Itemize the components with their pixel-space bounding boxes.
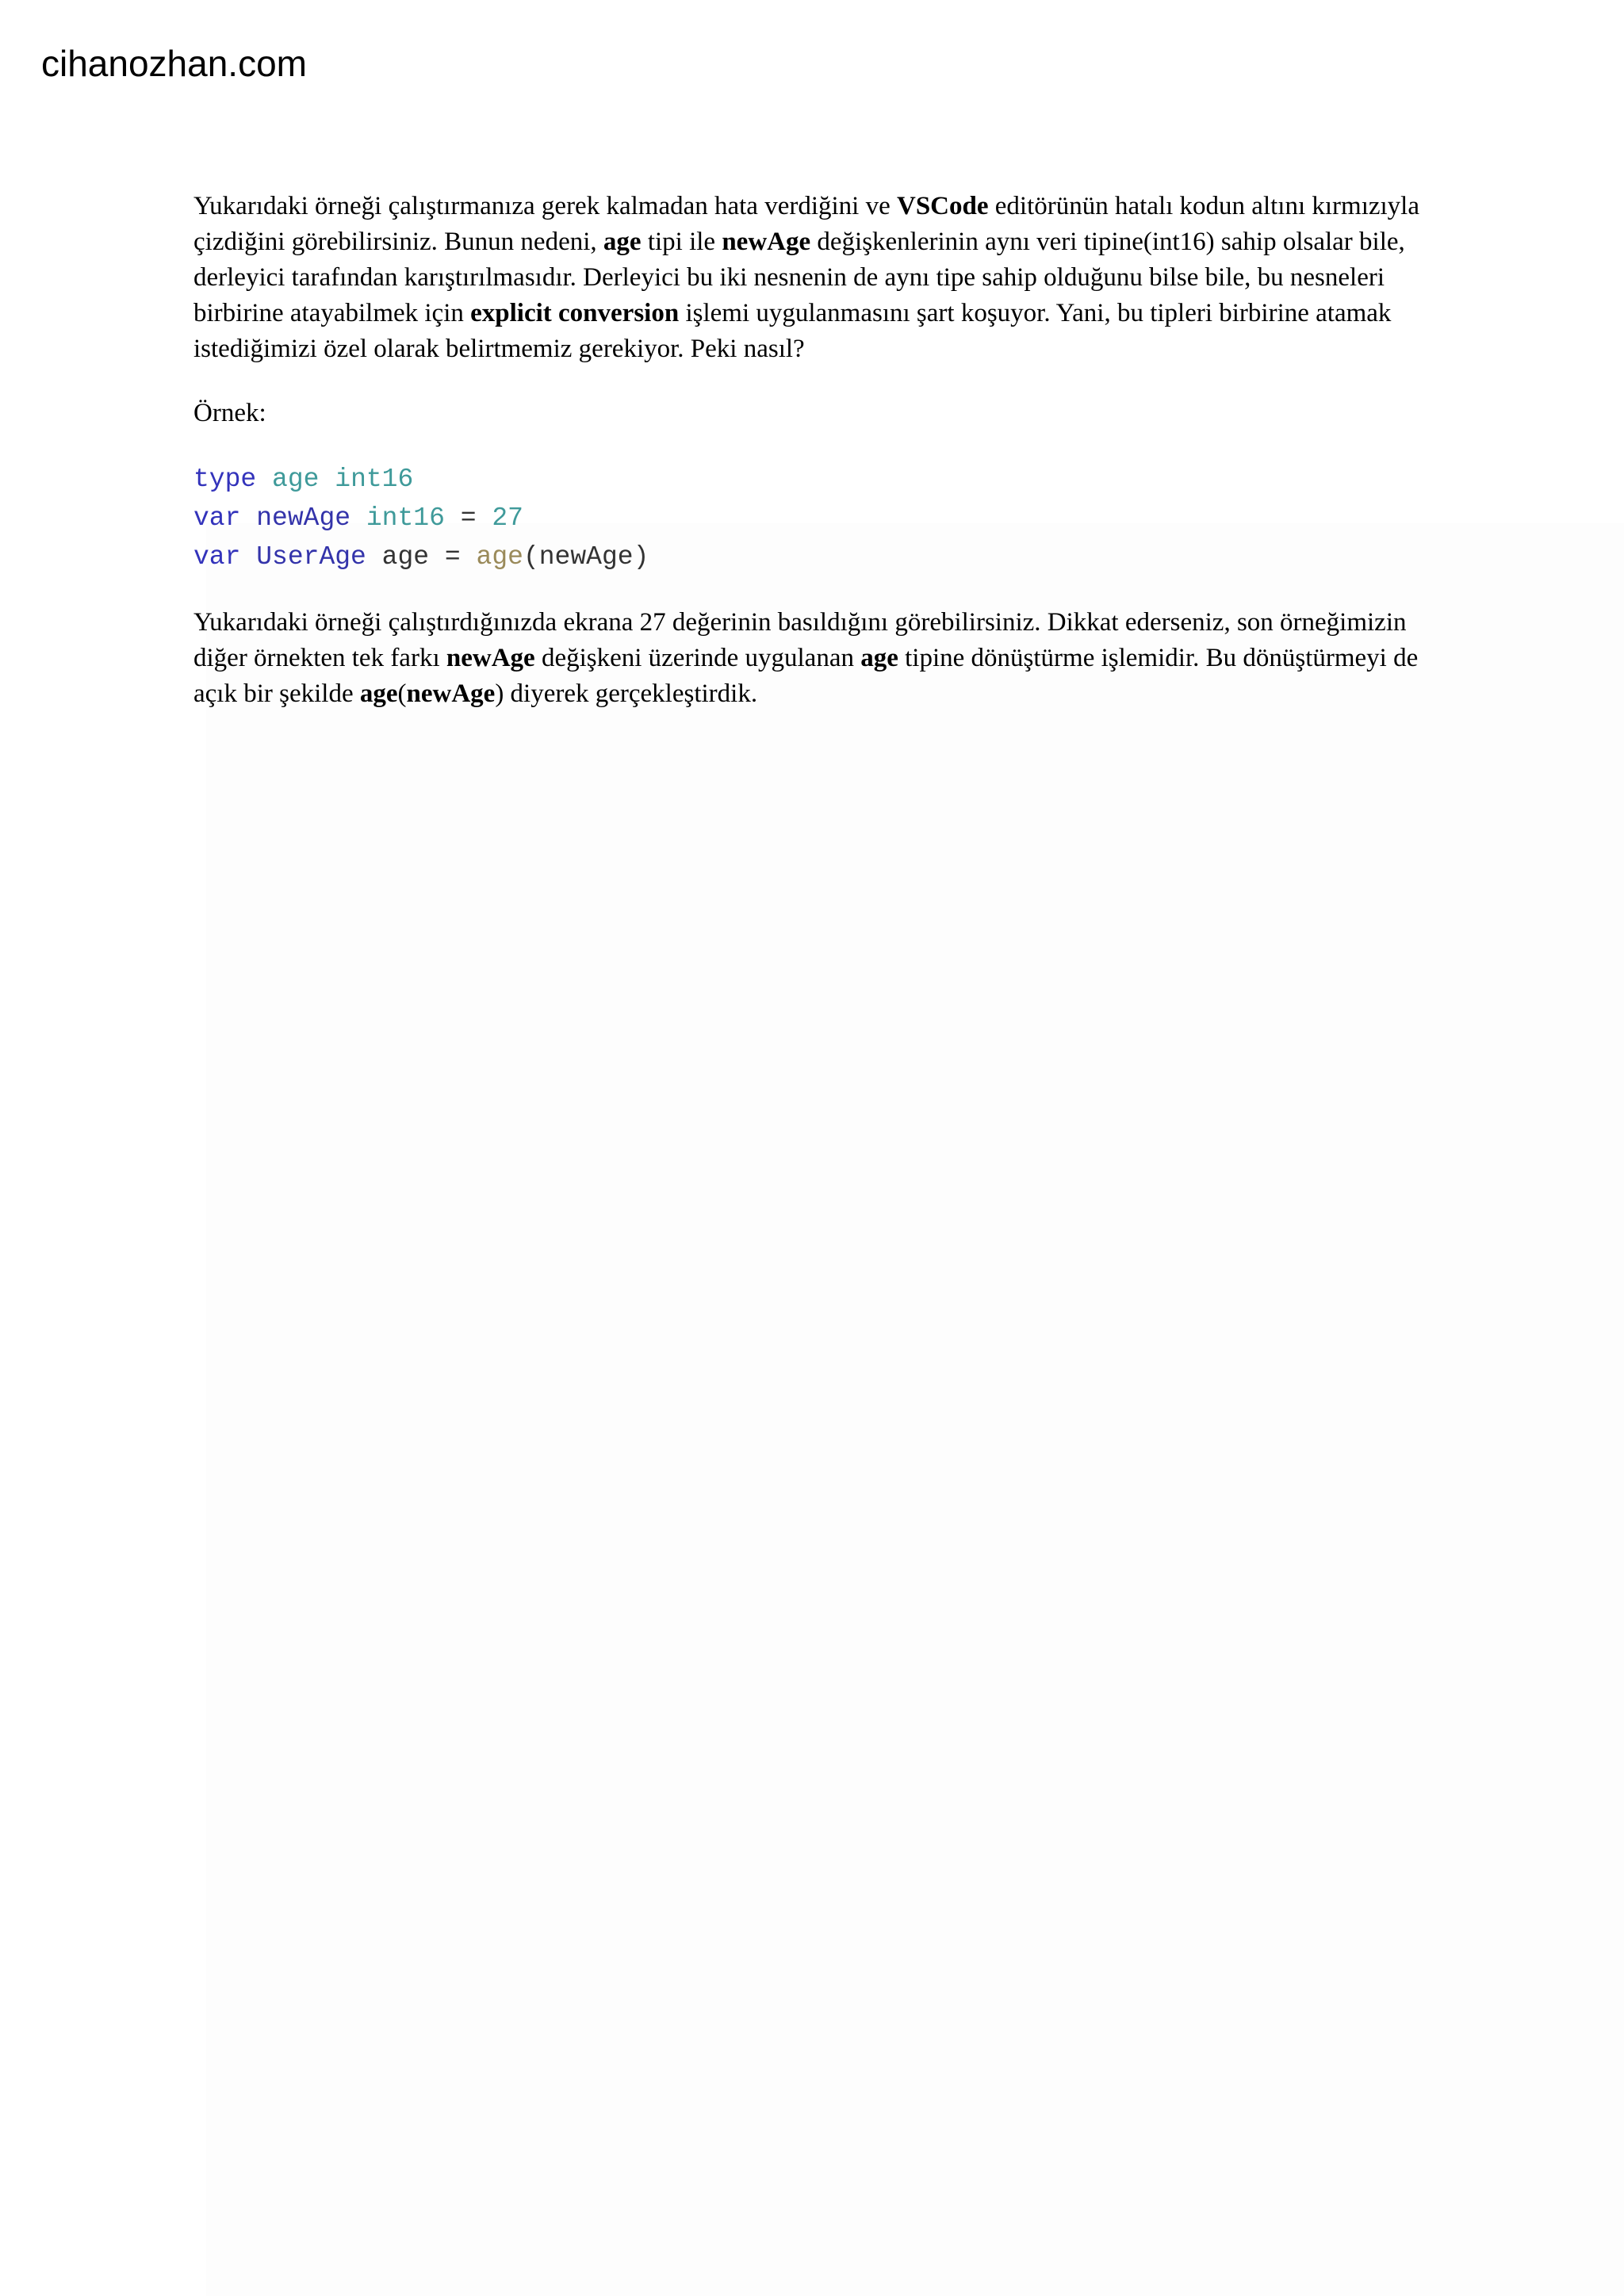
code-line-2 xyxy=(193,499,1446,538)
text-segment: işlemi uygulanmasını şart koşuyor. Yani, bu tipleri birbirine atamak istediğimizi özel olarak belirtmemiz gerekiyor. Peki nasıl? xyxy=(193,299,1392,363)
bold-term-newage: newAge xyxy=(406,679,496,708)
code-keyword: var xyxy=(193,542,241,572)
example-label: Örnek: xyxy=(193,399,266,427)
page-background xyxy=(206,523,1624,2296)
text-segment: Yukarıdaki örneği çalıştırdığınızda ekrana 27 değerinin basıldığını görebilirsiniz. Dikkat ederseniz, son örneğimizin diğer örnekten tek farkı xyxy=(193,608,1407,672)
code-identifier: newAge xyxy=(256,503,351,533)
code-line-1 xyxy=(193,460,1446,499)
bold-term-age: age xyxy=(860,644,898,672)
paragraph-result xyxy=(193,605,1446,712)
code-line-3 xyxy=(193,538,1446,576)
text-segment: ) diyerek gerçekleştirdik. xyxy=(495,679,758,708)
code-operator: = xyxy=(460,503,477,533)
bold-term-age: age xyxy=(603,228,642,256)
code-type: int16 xyxy=(366,503,445,533)
text-segment: ( xyxy=(397,679,407,708)
text-segment: değişkeni üzerinde uygulanan xyxy=(534,644,861,672)
code-type: age xyxy=(381,542,430,572)
code-operator: = xyxy=(444,542,461,572)
bold-term-age: age xyxy=(359,679,398,708)
code-block xyxy=(193,460,1446,576)
code-number: 27 xyxy=(492,503,523,533)
code-identifier: UserAge xyxy=(256,542,366,572)
bold-term-explicit-conversion: explicit conversion xyxy=(470,299,680,327)
document-content xyxy=(193,189,1446,712)
code-type-name: age xyxy=(272,465,320,494)
code-keyword: type xyxy=(193,465,257,494)
code-arguments: (newAge) xyxy=(523,542,649,572)
bold-term-newage: newAge xyxy=(446,644,535,672)
code-keyword: var xyxy=(193,503,241,533)
text-segment: tipine dönüştürme işlemidir. Bu dönüştürmeyi de açık bir şekilde xyxy=(193,644,1419,708)
site-header: cihanozhan.com xyxy=(41,43,307,84)
paragraph-explanation xyxy=(193,189,1446,367)
text-segment: Yukarıdaki örneği çalıştırmanıza gerek kalmadan hata verdiğini ve xyxy=(193,192,897,220)
bold-term-newage: newAge xyxy=(722,228,811,256)
text-segment: değişkenlerinin aynı veri tipine(int16) sahip olsalar bile, derleyici tarafından karıştırılmasıdır. Derleyici bu iki nesnenin de aynı tipe sahip olduğunu bilse bile, bu nesneleri birbirine atayabilmek için xyxy=(193,228,1405,327)
code-function: age xyxy=(476,542,523,572)
bold-term-vscode: VSCode xyxy=(897,192,989,220)
code-type: int16 xyxy=(335,465,414,494)
text-segment: editörünün hatalı kodun altını kırmızıyla çizdiğini görebilirsiniz. Bunun nedeni, xyxy=(193,192,1419,256)
text-segment: tipi ile xyxy=(641,228,722,256)
